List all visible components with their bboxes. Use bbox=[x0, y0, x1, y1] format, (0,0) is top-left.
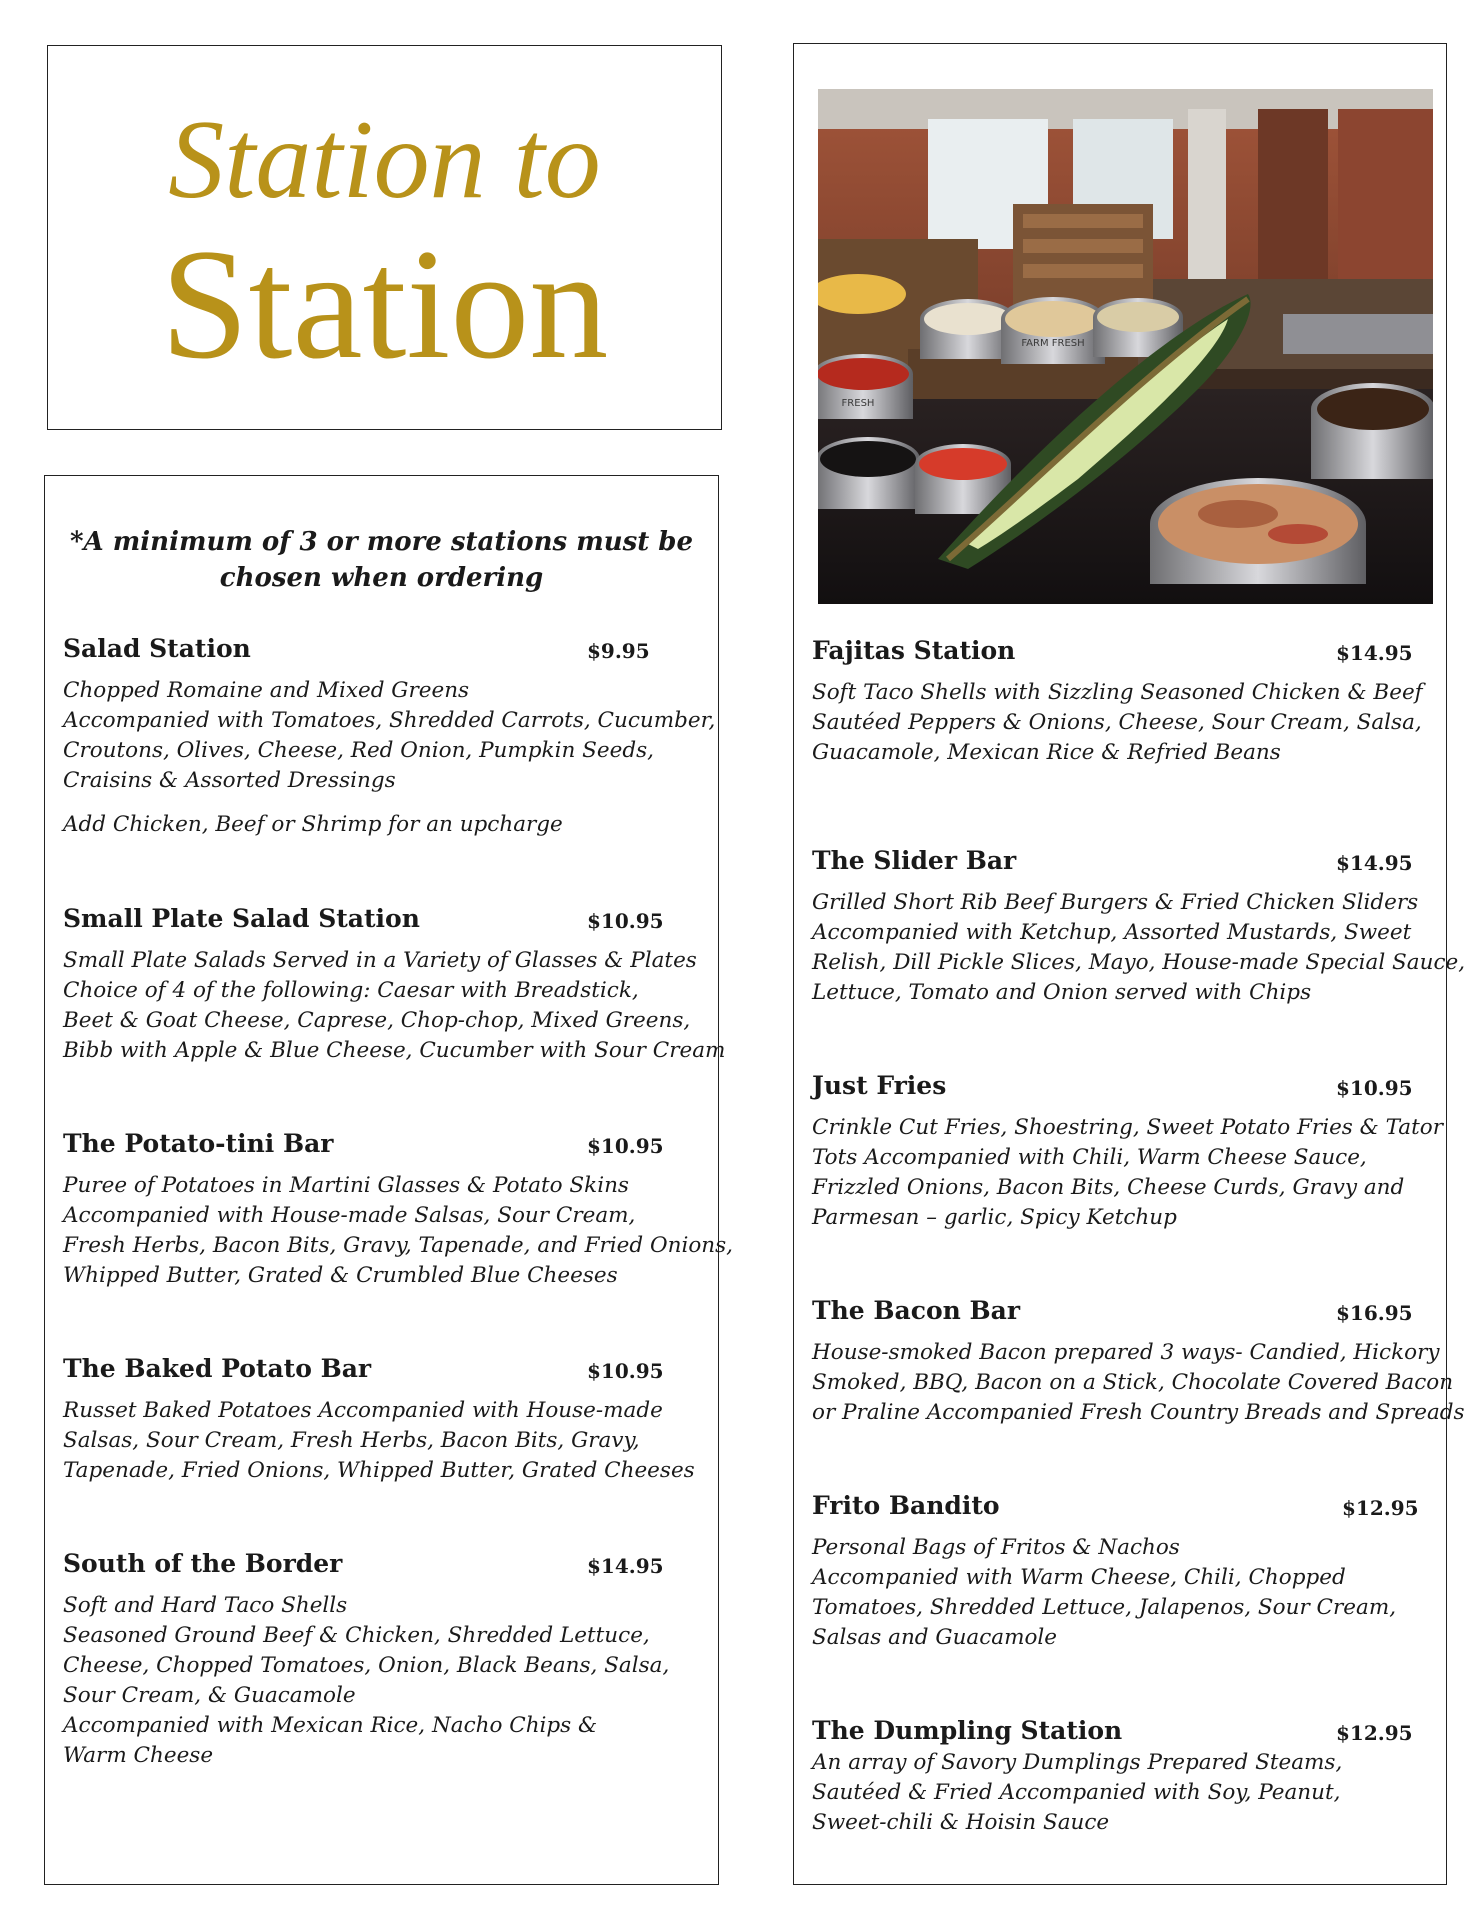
desc-line: An array of Savory Dumplings Prepared Steams, bbox=[812, 1750, 1343, 1775]
menu-item-salad-station bbox=[63, 632, 715, 840]
item-description bbox=[812, 888, 1465, 1008]
right-menu-column bbox=[793, 43, 1466, 1885]
desc-line: Smoked, BBQ, Bacon on a Stick, Chocolate Covered Bacon bbox=[812, 1370, 1454, 1395]
menu-item-small-plate-salad-station bbox=[63, 902, 725, 1066]
title-box bbox=[47, 45, 722, 430]
desc-line: Sour Cream, & Guacamole bbox=[63, 1683, 356, 1708]
title-line-1: Station to bbox=[168, 98, 601, 222]
item-price: $12.95 bbox=[1342, 1496, 1419, 1520]
desc-line: Seasoned Ground Beef & Chicken, Shredded Lettuce, bbox=[63, 1623, 650, 1648]
item-price: $16.95 bbox=[1336, 1301, 1413, 1325]
item-price: $10.95 bbox=[587, 1134, 664, 1158]
desc-line: Parmesan – garlic, Spicy Ketchup bbox=[812, 1205, 1177, 1230]
desc-line: Croutons, Olives, Cheese, Red Onion, Pumpkin Seeds, bbox=[63, 738, 654, 763]
item-price: $9.95 bbox=[587, 639, 650, 663]
item-name: Small Plate Salad Station bbox=[63, 904, 420, 933]
desc-line: Crinkle Cut Fries, Shoestring, Sweet Potato Fries & Tator bbox=[812, 1115, 1443, 1140]
desc-line: Accompanied with Tomatoes, Shredded Carrots, Cucumber, bbox=[63, 708, 716, 733]
desc-line: Choice of 4 of the following: Caesar with Breadstick, bbox=[63, 978, 639, 1003]
item-name: Fajitas Station bbox=[812, 636, 1016, 665]
title-line-2: Station bbox=[160, 217, 609, 392]
desc-line: Soft and Hard Taco Shells bbox=[63, 1593, 348, 1618]
item-name: The Potato-tini Bar bbox=[63, 1129, 334, 1158]
menu-item-frito-bandito bbox=[812, 1489, 1419, 1653]
menu-item-dumpling-station bbox=[812, 1714, 1413, 1838]
bowl-label: FRESH bbox=[841, 398, 875, 409]
desc-line: Guacamole, Mexican Rice & Refried Beans bbox=[812, 740, 1281, 765]
desc-line: Small Plate Salads Served in a Variety of Glasses & Plates bbox=[63, 948, 697, 973]
menu-item-fajitas-station bbox=[812, 634, 1423, 768]
desc-line: Grilled Short Rib Beef Burgers & Fried Chicken Sliders bbox=[812, 890, 1419, 915]
item-description bbox=[63, 946, 725, 1066]
item-price: $14.95 bbox=[587, 1554, 664, 1578]
desc-line: Tomatoes, Shredded Lettuce, Jalapenos, Sour Cream, bbox=[812, 1595, 1397, 1620]
desc-line: Accompanied with House-made Salsas, Sour Cream, bbox=[63, 1203, 636, 1228]
desc-line: Whipped Butter, Grated & Crumbled Blue Cheeses bbox=[63, 1263, 618, 1288]
item-description bbox=[812, 1533, 1396, 1653]
menu-item-bacon-bar bbox=[812, 1294, 1465, 1428]
menu-item-baked-potato-bar bbox=[63, 1352, 695, 1486]
item-description bbox=[63, 1591, 669, 1771]
menu-item-just-fries bbox=[812, 1069, 1443, 1233]
minimum-order-note bbox=[65, 524, 698, 596]
desc-line: Russet Baked Potatoes Accompanied with House-made bbox=[63, 1398, 663, 1423]
desc-line: Salsas and Guacamole bbox=[812, 1625, 1058, 1650]
item-description bbox=[63, 1396, 695, 1486]
bowl-label: FARM FRESH bbox=[1021, 338, 1085, 349]
desc-line: Sautéed Peppers & Onions, Cheese, Sour Cream, Salsa, bbox=[812, 710, 1422, 735]
item-price: $10.95 bbox=[587, 1359, 664, 1383]
desc-line: Accompanied with Mexican Rice, Nacho Chips & bbox=[63, 1713, 598, 1738]
desc-line: Warm Cheese bbox=[63, 1743, 214, 1768]
item-upcharge-note: Add Chicken, Beef or Shrimp for an upcharge bbox=[63, 812, 563, 837]
item-name: Just Fries bbox=[812, 1071, 947, 1100]
desc-line: Accompanied with Warm Cheese, Chili, Chopped bbox=[812, 1565, 1346, 1590]
desc-line: Relish, Dill Pickle Slices, Mayo, House-made Special Sauce, bbox=[812, 950, 1466, 975]
menu-item-potato-tini-bar bbox=[63, 1127, 733, 1291]
desc-line: Salsas, Sour Cream, Fresh Herbs, Bacon Bits, Gravy, bbox=[63, 1428, 640, 1453]
note-line-1: *A minimum of 3 or more stations must be bbox=[69, 527, 694, 557]
item-name: The Baked Potato Bar bbox=[63, 1354, 372, 1383]
desc-line: Soft Taco Shells with Sizzling Seasoned Chicken & Beef bbox=[812, 680, 1423, 705]
item-description bbox=[812, 1338, 1465, 1428]
desc-line: Accompanied with Ketchup, Assorted Mustards, Sweet bbox=[812, 920, 1412, 945]
item-name: The Bacon Bar bbox=[812, 1296, 1020, 1325]
desc-line: Craisins & Assorted Dressings bbox=[63, 768, 396, 793]
desc-line: Puree of Potatoes in Martini Glasses & Potato Skins bbox=[63, 1173, 629, 1198]
item-price: $12.95 bbox=[1336, 1721, 1413, 1745]
desc-line: Lettuce, Tomato and Onion served with Chips bbox=[812, 980, 1312, 1005]
desc-line: Frizzled Onions, Bacon Bits, Cheese Curds, Gravy and bbox=[812, 1175, 1405, 1200]
desc-line: Sautéed & Fried Accompanied with Soy, Peanut, bbox=[812, 1780, 1341, 1805]
buffet-photo-illustration bbox=[818, 89, 1433, 604]
desc-line: Personal Bags of Fritos & Nachos bbox=[812, 1535, 1180, 1560]
note-line-2: chosen when ordering bbox=[219, 563, 544, 593]
item-name: The Slider Bar bbox=[812, 846, 1017, 875]
item-price: $10.95 bbox=[587, 909, 664, 933]
item-description bbox=[812, 1748, 1342, 1838]
item-price: $10.95 bbox=[1336, 1076, 1413, 1100]
desc-line: Tots Accompanied with Chili, Warm Cheese Sauce, bbox=[812, 1145, 1367, 1170]
buffet-photo bbox=[818, 89, 1433, 604]
item-description bbox=[812, 678, 1423, 768]
desc-line: Sweet-chili & Hoisin Sauce bbox=[812, 1810, 1110, 1835]
item-description bbox=[63, 1171, 733, 1291]
item-price: $14.95 bbox=[1336, 851, 1413, 875]
desc-line: Fresh Herbs, Bacon Bits, Gravy, Tapenade, and Fried Onions, bbox=[63, 1233, 733, 1258]
item-description bbox=[812, 1113, 1443, 1233]
item-price: $14.95 bbox=[1336, 641, 1413, 665]
menu-item-south-of-the-border bbox=[63, 1547, 669, 1771]
desc-line: House-smoked Bacon prepared 3 ways- Candied, Hickory bbox=[812, 1340, 1440, 1365]
item-name: Frito Bandito bbox=[812, 1491, 1000, 1520]
item-name: Salad Station bbox=[63, 634, 251, 663]
desc-line: Tapenade, Fried Onions, Whipped Butter, Grated Cheeses bbox=[63, 1458, 695, 1483]
desc-line: Beet & Goat Cheese, Caprese, Chop-chop, Mixed Greens, bbox=[63, 1008, 691, 1033]
left-menu-column bbox=[44, 475, 733, 1885]
desc-line: Cheese, Chopped Tomatoes, Onion, Black Beans, Salsa, bbox=[63, 1653, 670, 1678]
desc-line: Bibb with Apple & Blue Cheese, Cucumber with Sour Cream bbox=[63, 1038, 726, 1063]
item-description bbox=[63, 676, 715, 796]
desc-line: or Praline Accompanied Fresh Country Breads and Spreads bbox=[812, 1400, 1465, 1425]
item-name: South of the Border bbox=[63, 1549, 343, 1578]
menu-item-slider-bar bbox=[812, 844, 1465, 1008]
item-name: The Dumpling Station bbox=[812, 1716, 1123, 1745]
desc-line: Chopped Romaine and Mixed Greens bbox=[63, 678, 470, 703]
